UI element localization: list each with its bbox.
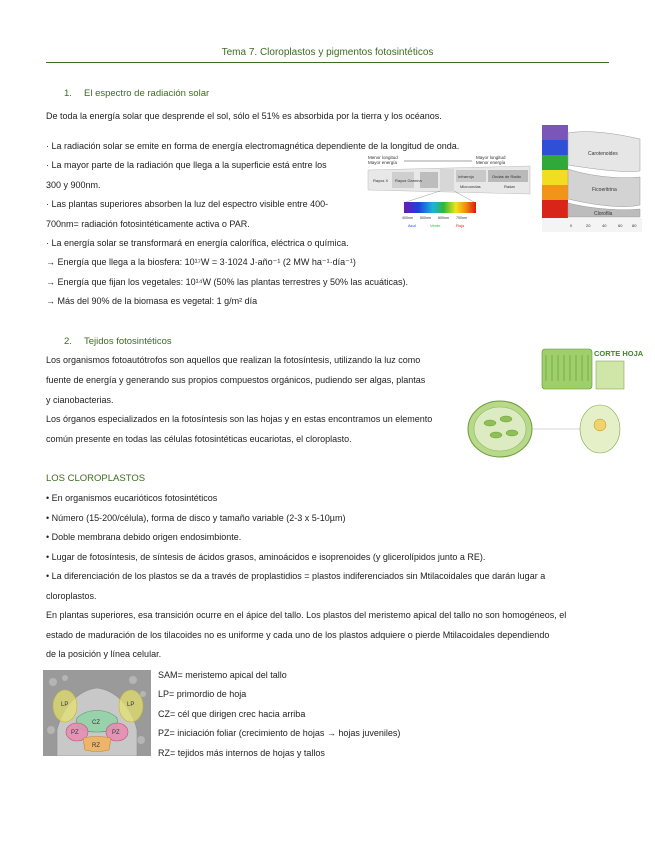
color-band-yellow [542, 170, 568, 185]
spectrum-label: 700nm [456, 216, 467, 220]
spectrum-label: Rojo [456, 223, 465, 228]
clp-line-1: • Número (15-200/célula), forma de disco y tamaño variable (2-3 x 5-10µm) [46, 513, 346, 523]
meristem-label: LP [127, 702, 135, 708]
pigment-axis-tick: 20 [586, 223, 591, 228]
clp-line-0: • En organismos eucarióticos fotosintéticos [46, 493, 218, 503]
spectrum-label: Rayos Gamma [395, 178, 422, 183]
pigment-axis-tick: 60 [618, 223, 623, 228]
meristem-label: CZ [92, 720, 100, 726]
leaf-cross-section [542, 349, 592, 389]
cloroplastos-heading: LOS CLOROPLASTOS [46, 473, 146, 484]
clp-line-2: • Doble membrana debido origen endosimbionte. [46, 532, 242, 542]
pigment-axis-tick: 0 [570, 223, 573, 228]
meristem-label: RZ [92, 743, 100, 749]
s1-line-8: → Más del 90% de la biomasa es vegetal: 1 g/m² día [46, 296, 258, 306]
leaf-section-figure [466, 345, 646, 463]
chloroplast-stroma [474, 407, 526, 451]
legend-item-pz: PZ= iniciación foliar (crecimiento de hojas → hojas juveniles) [158, 728, 401, 738]
spectrum-label: Ondas de Radio [492, 174, 521, 179]
clp-line-7: estado de maduración de los tilacoides no es uniforme y cada uno de los plastos adquiere o pierde Mtilacoidales dependiendo [46, 630, 550, 640]
leaf-figure-title: CORTE HOJA [594, 349, 644, 358]
s2-line-2: y cianobacterias. [46, 395, 114, 405]
s1-line-6: → Energía que llega a la biosfera: 10¹⁷W = 3·1024 J·año⁻¹ (2 MW ha⁻¹·día⁻¹) [46, 257, 356, 267]
legend-item-lp: LP= primordio de hoja [158, 689, 247, 699]
legend-item-sam: SAM= meristemo apical del tallo [158, 670, 287, 680]
section-1-title: El espectro de radiación solar [84, 88, 210, 99]
spectrum-label: Menor energía [476, 160, 506, 165]
pigment-label: Ficoeritrina [592, 187, 617, 193]
color-band-red [542, 200, 568, 218]
color-band-green [542, 155, 568, 170]
spectrum-label: 600nm [438, 216, 449, 220]
header-divider [46, 62, 609, 63]
spectrum-label: 400nm [402, 216, 413, 220]
section-2-heading [64, 336, 172, 347]
spectrum-label: Microondas [460, 184, 481, 189]
section-1-number: 1. [64, 88, 72, 99]
spectrum-label: Mayor energía [368, 160, 398, 165]
page-header-title: Tema 7. Cloroplastos y pigmentos fotosintéticos [221, 47, 434, 58]
visible-band [440, 169, 454, 191]
meristem-label: PZ [112, 730, 120, 736]
s1-line-1: · La mayor parte de la radiación que llega a la superficie está entre los [46, 160, 327, 170]
legend-item-cz: CZ= cél que dirigen crec hacia arriba [158, 709, 306, 719]
color-band-violet [542, 125, 568, 140]
clp-line-5: cloroplastos. [46, 591, 97, 601]
meristem-label: LP [61, 702, 69, 708]
spectrum-label: Mayor longitud [476, 155, 506, 160]
meristem-label: PZ [71, 730, 79, 736]
color-band-orange [542, 185, 568, 200]
s2-line-0: Los organismos fotoautótrofos son aquellos que realizan la fotosíntesis, utilizando la luz como [46, 355, 421, 365]
section-2-title: Tejidos fotosintéticos [84, 336, 172, 347]
spectrum-label: Verde [430, 223, 441, 228]
s1-line-5: · La energía solar se transformará en energía calorífica, eléctrica o química. [46, 238, 349, 248]
legend-item-rz: RZ= tejidos más internos de hojas y tallos [158, 748, 325, 758]
section-2-number: 2. [64, 336, 72, 347]
spectrum-label: Azul [408, 223, 416, 228]
s2-line-3: Los órganos especializados en la fotosíntesis son las hojas y en estas encontramos un elemento [46, 414, 433, 424]
s2-line-1: fuente de energía y generando sus propios compuestos orgánicos, pudiendo ser algas, plantas [46, 375, 426, 385]
s1-line-3: · Las plantas superiores absorben la luz del espectro visible entre 400- [46, 199, 329, 209]
s1-line-2: 300 y 900nm. [46, 180, 101, 190]
color-band-blue [542, 140, 568, 155]
s1-line-7: → Energía que fijan los vegetales: 10¹⁴W (50% las plantas terrestres y 50% las acuáticas). [46, 277, 409, 287]
clp-line-6: En plantas superiores, esa transición ocurre en el ápice del tallo. Los plastos del meristemo apical del tallo no son homogéneos, el [46, 610, 567, 620]
spectrum-label: Infrarrojo [458, 174, 475, 179]
cell-nucleus [594, 419, 606, 431]
pigment-axis-tick: 40 [602, 223, 607, 228]
pigment-label: Carotenoides [588, 151, 618, 157]
section-1-heading [64, 88, 209, 99]
uv-band [420, 172, 438, 188]
electromagnetic-spectrum-figure [364, 152, 534, 230]
zoom-line-left [406, 191, 440, 202]
spectrum-label: 500nm [420, 216, 431, 220]
pigment-axis-tick: 80 [632, 223, 637, 228]
s1-line-4: 700nm= radiación fotosintéticamente activa o PAR. [46, 219, 250, 229]
clp-line-3: • Lugar de fotosíntesis, de síntesis de ácidos grasos, aminoácidos e isoprenoides (y glicerolípidos junto a RE). [46, 552, 486, 562]
section-1-intro: De toda la energía solar que desprende el sol, sólo el 51% es absorbida por la tierra y los océanos. [46, 111, 442, 121]
spectrum-label: Radar [504, 184, 515, 189]
spectrum-label: Rayos X [373, 178, 389, 183]
leaf-cell [596, 361, 624, 389]
s1-line-0: · La radiación solar se emite en forma de energía electromagnética dependiente de la longitud de onda. [46, 141, 460, 151]
visible-spectrum-bar [404, 202, 476, 213]
clp-line-8: de la posición y línea celular. [46, 649, 162, 659]
shoot-apical-meristem-figure [43, 670, 151, 756]
pigment-absorption-figure [542, 125, 642, 232]
s2-line-4: común presente en todas las células fotosintéticas eucariotas, el cloroplasto. [46, 434, 352, 444]
spectrum-label: Menor longitud [368, 155, 398, 160]
clp-line-4: • La diferenciación de los plastos se da a través de proplastidios = plastos indiferenciados sin Mtilacoidales que darán lugar a [46, 571, 546, 581]
pigment-label: Clorofila [594, 211, 613, 217]
